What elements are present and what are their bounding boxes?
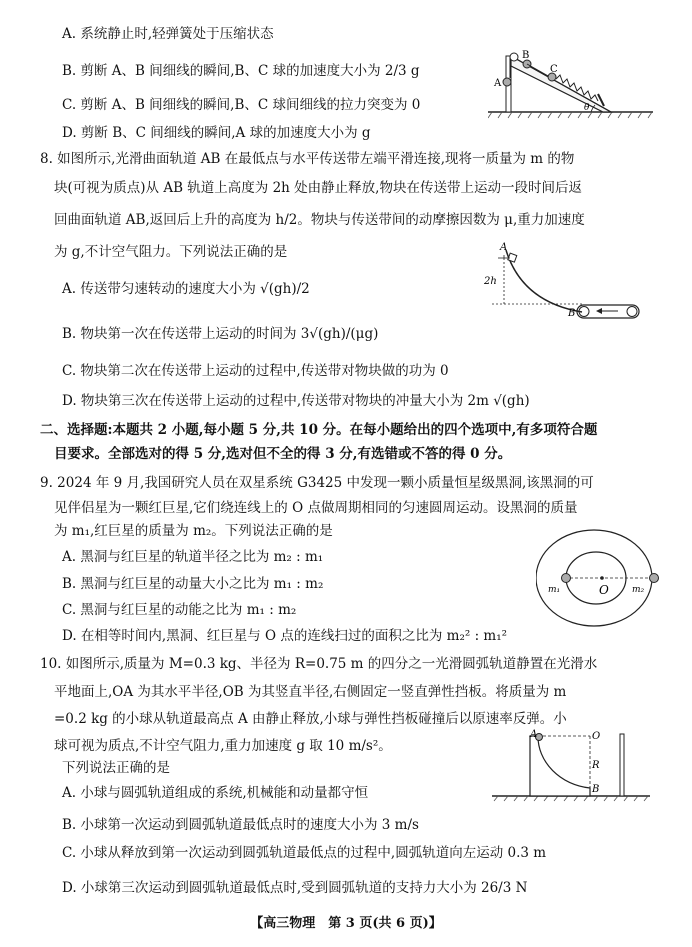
q9-option-d: D. 在相等时间内,黑洞、红巨星与 O 点的连线扫过的面积之比为 m₂² : m₁² bbox=[62, 628, 508, 644]
q8-stem-line-4: 为 g,不计空气阻力。下列说法正确的是 bbox=[54, 244, 288, 260]
q7-option-a: A. 系统静止时,轻弹簧处于压缩状态 bbox=[62, 26, 274, 42]
q7-option-c: C. 剪断 A、B 间细线的瞬间,B、C 球间细线的拉力突变为 0 bbox=[62, 97, 421, 113]
q8-stem-line-1: 8. 如图所示,光滑曲面轨道 AB 在最低点与水平传送带左端平滑连接,现将一质量为 m 的物 bbox=[40, 151, 575, 167]
q10-stem-line-1: 10. 如图所示,质量为 M=0.3 kg、半径为 R=0.75 m 的四分之一光滑圆弧轨道静置在光滑水 bbox=[40, 656, 598, 672]
q10-figure-label-r: R bbox=[592, 760, 600, 771]
q7-figure-label-theta: θ bbox=[584, 103, 590, 113]
q8-option-a: A. 传送带匀速转动的速度大小为 √(gh)/2 bbox=[62, 281, 310, 297]
q9-figure-label-o: O bbox=[599, 583, 609, 597]
q7-figure bbox=[488, 44, 653, 122]
q10-stem-line-3: =0.2 kg 的小球从轨道最高点 A 由静止释放,小球与弹性挡板碰撞后以原速率反弹。小 bbox=[54, 711, 567, 727]
q9-stem-line-2: 见伴侣星为一颗红巨星,它们绕连线上的 O 点做周期相同的匀速圆周运动。设黑洞的质量 bbox=[54, 500, 578, 516]
q9-figure-label-m1: m₁ bbox=[548, 585, 561, 595]
q7-figure-label-c: C bbox=[550, 64, 558, 75]
section-2-instructions-line-1: 二、选择题:本题共 2 小题,每小题 5 分,共 10 分。在每小题给出的四个选项中,有多项符合题 bbox=[40, 422, 598, 438]
q8-option-c: C. 物块第二次在传送带上运动的过程中,传送带对物块做的功为 0 bbox=[62, 363, 449, 379]
q9-figure-label-m2: m₂ bbox=[632, 585, 645, 595]
q9-stem-line-3: 为 m₁,红巨星的质量为 m₂。下列说法正确的是 bbox=[54, 523, 333, 539]
q10-option-b: B. 小球第一次运动到圆弧轨道最低点时的速度大小为 3 m/s bbox=[62, 817, 419, 833]
q10-figure-label-b: B bbox=[592, 784, 600, 795]
section-2-instructions-line-2: 目要求。全部选对的得 5 分,选对但不全的得 3 分,有选错或不答的得 0 分。 bbox=[54, 446, 512, 462]
q8-figure-label-a: A bbox=[500, 242, 508, 253]
q8-figure-label-2h: 2h bbox=[484, 276, 497, 287]
q8-stem-line-3: 回曲面轨道 AB,返回后上升的高度为 h/2。物块与传送带间的动摩擦因数为 μ,重力加速度 bbox=[54, 212, 585, 228]
q10-stem-line-5: 下列说法正确的是 bbox=[62, 760, 170, 776]
q10-option-c: C. 小球从释放到第一次运动到圆弧轨道最低点的过程中,圆弧轨道向左运动 0.3 m bbox=[62, 845, 547, 861]
q10-figure-label-o: O bbox=[592, 731, 601, 742]
q9-figure bbox=[536, 528, 662, 628]
q10-figure-label-a: A bbox=[530, 729, 538, 740]
q9-option-c: C. 黑洞与红巨星的动能之比为 m₁ : m₂ bbox=[62, 602, 297, 618]
q8-option-d: D. 物块第三次在传送带上运动的过程中,传送带对物块的冲量大小为 2m √(gh) bbox=[62, 393, 530, 409]
q10-stem-line-2: 平地面上,OA 为其水平半径,OB 为其竖直半径,右侧固定一竖直弹性挡板。将质量为 m bbox=[54, 684, 567, 700]
q10-option-a: A. 小球与圆弧轨道组成的系统,机械能和动量都守恒 bbox=[62, 785, 369, 801]
q10-figure bbox=[492, 728, 650, 802]
q10-option-d: D. 小球第三次运动到圆弧轨道最低点时,受到圆弧轨道的支持力大小为 26/3 N bbox=[62, 880, 528, 896]
q8-figure-label-b: B bbox=[568, 308, 576, 319]
q7-option-b: B. 剪断 A、B 间细线的瞬间,B、C 球的加速度大小为 2/3 g bbox=[62, 63, 420, 79]
q7-option-d: D. 剪断 B、C 间细线的瞬间,A 球的加速度大小为 g bbox=[62, 125, 371, 141]
q8-option-b: B. 物块第一次在传送带上运动的时间为 3√(gh)/(μg) bbox=[62, 326, 379, 342]
page-footer: 【高三物理 第 3 页(共 6 页)】 bbox=[250, 916, 442, 931]
q7-figure-label-b: B bbox=[522, 50, 530, 61]
q8-figure bbox=[482, 242, 657, 327]
q9-stem-line-1: 9. 2024 年 9 月,我国研究人员在双星系统 G3425 中发现一颗小质量恒星级黑洞,该黑洞的可 bbox=[40, 475, 594, 491]
q8-stem-line-2: 块(可视为质点)从 AB 轨道上高度为 2h 处由静止释放,物块在传送带上运动一段时间后返 bbox=[54, 180, 582, 196]
q9-option-b: B. 黑洞与红巨星的动量大小之比为 m₁ : m₂ bbox=[62, 576, 324, 592]
q9-option-a: A. 黑洞与红巨星的轨道半径之比为 m₂ : m₁ bbox=[62, 549, 324, 565]
q10-stem-line-4: 球可视为质点,不计空气阻力,重力加速度 g 取 10 m/s²。 bbox=[54, 738, 392, 754]
q7-figure-label-a: A bbox=[494, 78, 502, 89]
